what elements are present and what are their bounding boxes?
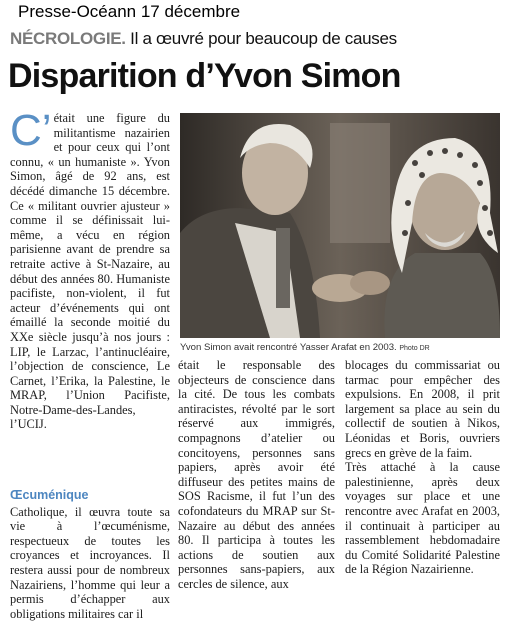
- kicker-title: Il a œuvré pour beaucoup de causes: [130, 29, 397, 48]
- photo-illustration: [180, 113, 500, 338]
- photo-credit: Photo DR: [399, 345, 430, 352]
- photo-caption: [180, 342, 500, 353]
- source-line: Presse-Océann 17 décembre: [18, 2, 241, 21]
- paragraph-col3-2: Très attaché à la cause palestinienne, après deux voyages sur place et une rencontre avec Arafat en 2003, il continuait à participer au rassemblement hebdomadaire du Comité Solidarité Palestine de la Région Nazairienne.: [345, 460, 500, 577]
- caption-text: Yvon Simon avait rencontré Yasser Arafat en 2003.: [180, 342, 397, 353]
- paragraph-col2: était le responsable des objecteurs de conscience dans la cité. De tous les combats antiracistes, révolté par le sort réservé aux immigrés, compagnons d’atelier ou concitoyens, personnes sans papiers, après avoir été diffuseur des petites mains de SOS Racisme, il fut l’un des cofondateurs du MRAP sur St-Nazaire au début des années 80. Il participa à toutes les actions de soutien aux personnes sans-papiers, aux cercles de silence, aux: [178, 358, 335, 591]
- paragraph-oecumenique: Catholique, il œuvra toute sa vie à l’œcuménisme, respectueux de toutes les croyances et incroyances. Il restera aussi pour de nombreux Nazairiens, l’homme qui leur a permis d’échapper aux obligations militaires car il: [10, 504, 170, 621]
- article-photo: [180, 113, 500, 338]
- paragraph-col3-1: blocages du commissariat ou tarmac pour empêcher des expulsions. En 2008, il prit largement sa place au sein du collectif de soutien à Nikos, Léonidas et Boris, ouvriers grecs en grève de la faim.: [345, 358, 500, 460]
- article-column-1-continued: [10, 488, 170, 621]
- section-kicker: NÉCROLOGIE.: [10, 29, 126, 48]
- kicker-line: [10, 29, 397, 49]
- article-column-1: [10, 106, 170, 432]
- headline: Disparition d’Yvon Simon: [8, 57, 401, 95]
- subheading: Œcuménique: [10, 488, 89, 502]
- lead-paragraph: C’était une figure du militantisme nazairien et pour ceux qui l’ont connu, « un humaniste ». Yvon Simon, âgé de 92 ans, est décédé dimanche 15 décembre. Ce « militant ouvrier ajusteur » comme il se définissait lui-même, a vécu en région parisienne avant de prendre sa retraite active à St-Nazaire, au début des années 80. Humaniste pacifiste, non-violent, il fut acteur d’événements qui ont émaillé la seconde moitié du XXe siècle jusqu’à nos jours : LIP, le Larzac, l’antinucléaire, l’objection de conscience, Le Carnet, l’Erika, la Palestine, le MRAP, l’Union Pacifiste, Notre-Dame-des-Landes, l’UCIJ.: [10, 106, 170, 432]
- article-column-3: [345, 358, 500, 577]
- article-column-2: [178, 358, 335, 592]
